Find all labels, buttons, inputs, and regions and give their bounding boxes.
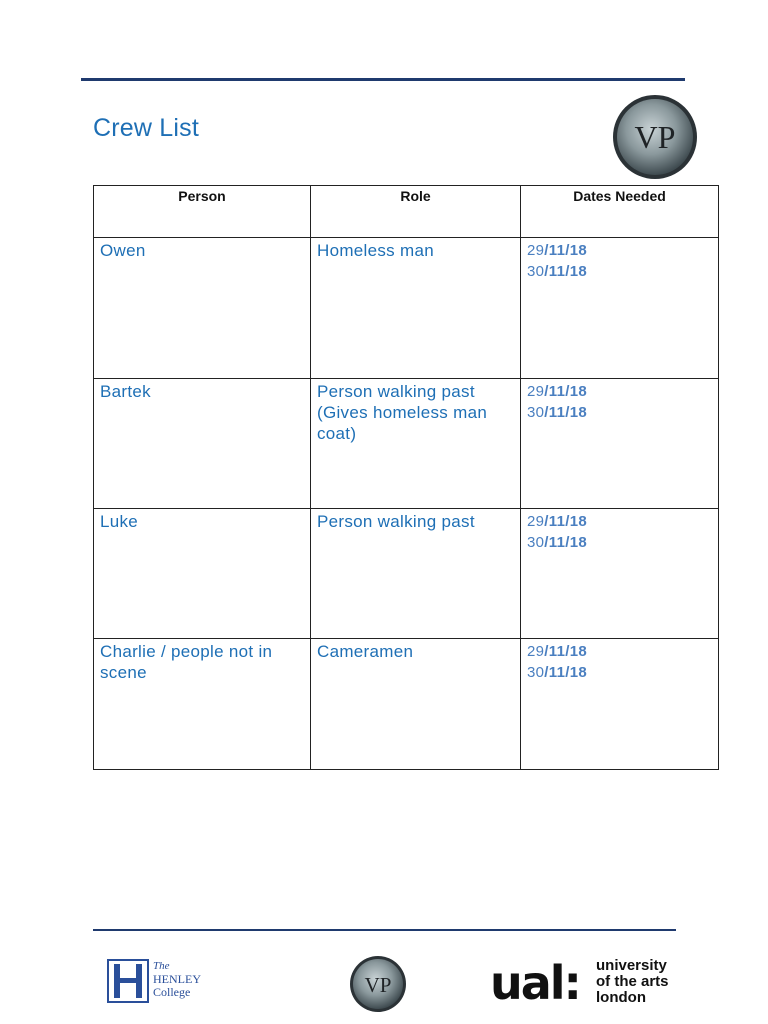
table-header-row [94,186,719,238]
svg-text:VP: VP [634,119,676,155]
role-cell: Person walking past [311,509,521,639]
page-title: Crew List [93,114,199,142]
role-cell: Person walking past (Gives homeless man coat) [311,379,521,509]
person-cell: Charlie / people not in scene [94,639,311,770]
person-cell: Luke [94,509,311,639]
henley-wordmark: The HENLEY College [153,960,201,999]
header-person: Person [94,186,311,238]
ual-mark: ual: [490,956,580,1010]
vp-logo [612,94,698,180]
date-entry: 30/11/18 [527,404,587,421]
dates-cell [521,379,719,509]
date-entry: 29/11/18 [527,242,587,259]
crew-table [93,185,719,770]
role-cell: Cameramen [311,639,521,770]
header-dates: Dates Needed [521,186,719,238]
table-row [94,379,719,509]
bottom-divider [93,929,676,931]
dates-cell [521,509,719,639]
header-role: Role [311,186,521,238]
date-entry: 30/11/18 [527,263,587,280]
table-row [94,639,719,770]
date-entry: 29/11/18 [527,383,587,400]
table-row [94,509,719,639]
vp-logo-footer [349,955,407,1013]
henley-college-logo [107,959,217,1005]
role-cell: Homeless man [311,238,521,379]
ual-wordmark: university of the arts london [596,957,669,1006]
date-entry: 29/11/18 [527,643,587,660]
henley-crest-icon [107,959,149,1003]
table-row [94,238,719,379]
date-entry: 29/11/18 [527,513,587,530]
dates-cell [521,238,719,379]
svg-text:VP: VP [364,973,392,997]
person-cell: Bartek [94,379,311,509]
top-divider [81,78,685,81]
dates-cell [521,639,719,770]
person-cell: Owen [94,238,311,379]
date-entry: 30/11/18 [527,664,587,681]
date-entry: 30/11/18 [527,534,587,551]
